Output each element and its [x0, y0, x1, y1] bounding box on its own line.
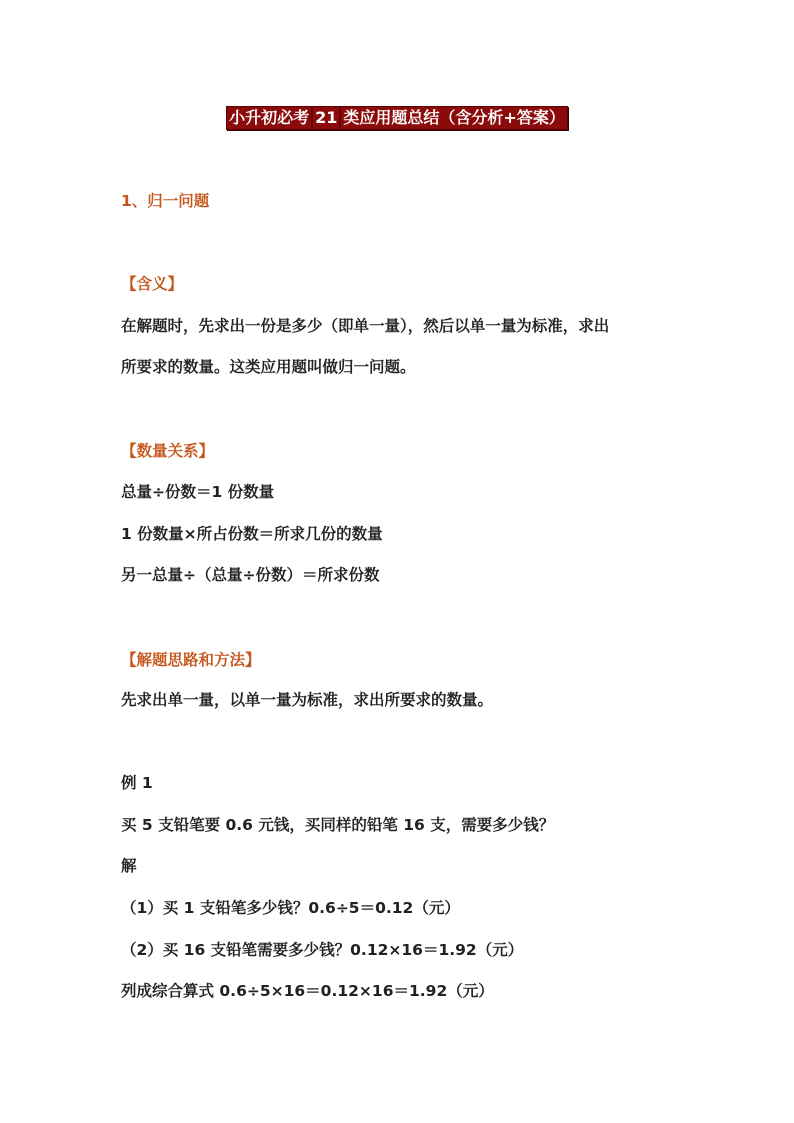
method-line-1: 先求出单一量，以单一量为标准，求出所要求的数量。 — [121, 691, 494, 709]
meaning-label: 【含义】 — [121, 275, 184, 293]
title-segment-2: 21 — [312, 106, 340, 130]
solution-step-3: 列成综合算式 0.6÷5×16＝0.12×16＝1.92（元） — [121, 982, 494, 1000]
document-title — [0, 106, 794, 130]
meaning-line-2: 所要求的数量。这类应用题叫做归一问题。 — [121, 358, 416, 376]
relation-line-3: 另一总量÷（总量÷份数）＝所求份数 — [121, 566, 380, 584]
relation-line-1: 总量÷份数＝1 份数量 — [121, 483, 275, 501]
method-label: 【解题思路和方法】 — [121, 651, 261, 669]
solution-step-2: （2）买 16 支铅笔需要多少钱？0.12×16＝1.92（元） — [121, 941, 524, 959]
relation-line-2: 1 份数量×所占份数＝所求几份的数量 — [121, 525, 383, 543]
example-label: 例 1 — [121, 774, 153, 792]
relations-label: 【数量关系】 — [121, 442, 215, 460]
title-segment-3: 类应用题总结（含分析+答案） — [340, 106, 567, 130]
solution-step-1: （1）买 1 支铅笔多少钱？0.6÷5＝0.12（元） — [121, 899, 460, 917]
example-question: 买 5 支铅笔要 0.6 元钱，买同样的铅笔 16 支，需要多少钱？ — [121, 816, 555, 834]
meaning-line-1: 在解题时，先求出一份是多少（即单一量），然后以单一量为标准，求出 — [121, 317, 610, 335]
title-segment-1: 小升初必考 — [226, 106, 312, 130]
section-heading: 1、归一问题 — [121, 192, 210, 210]
solution-label: 解 — [121, 857, 137, 875]
